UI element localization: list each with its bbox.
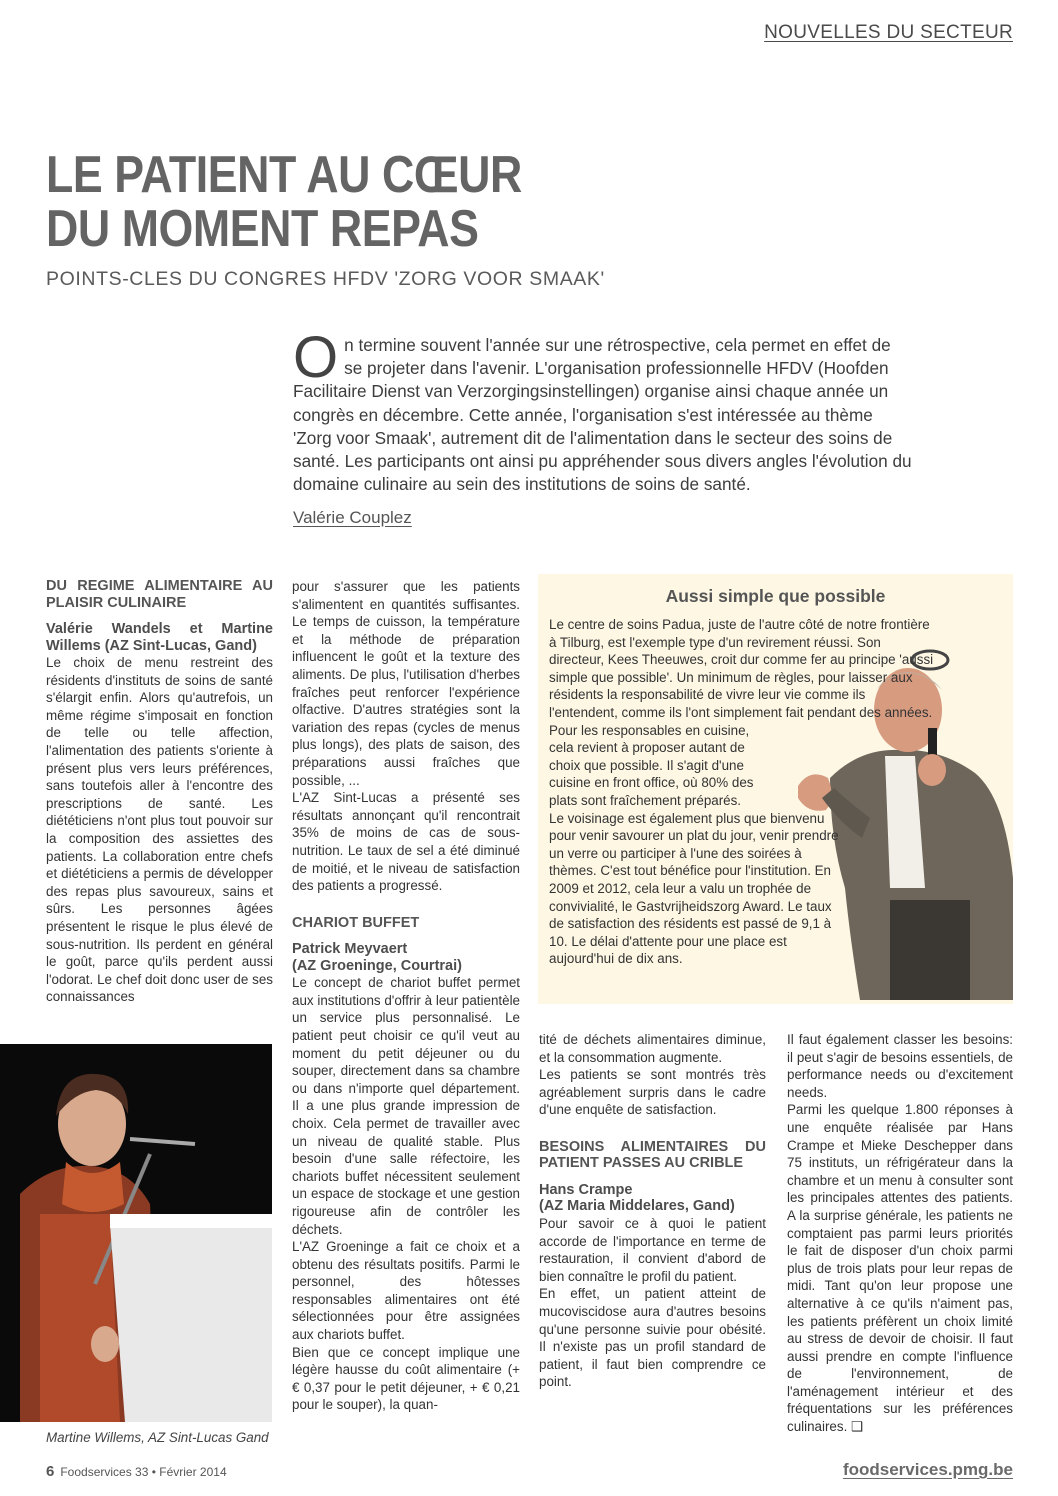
speaker-name-chariot: Patrick Meyvaert — [292, 941, 408, 958]
footer-issue-info — [46, 1463, 227, 1480]
body-paragraph: Pour savoir ce à quoi le patient accorde de l'importance en terme de restauration, il convient d'abord de bien connaître le profil du patient. — [539, 1215, 766, 1284]
article-subtitle: POINTS-CLES DU CONGRES HFDV 'ZORG VOOR SMAAK' — [46, 268, 605, 290]
body-paragraph: Bien que ce concept implique une légère hausse du coût alimentaire (+ € 0,37 pour le petit déjeuner, + € 0,21 pour le souper), la quan- — [292, 1344, 520, 1413]
body-paragraph: Il faut également classer les besoins: il peut s'agir de besoins essentiels, de performance needs ou d'excitement needs. — [787, 1032, 1013, 1100]
sidebar-paragraph: Pour les responsables en cuisine, cela revient à proposer autant de choix que possible. Il s'agit d'une cuisine en front office, où 80% des plats sont fraîchement préparés. — [549, 722, 754, 808]
sidebar-paragraph: Le voisinage est également plus que bienvenu pour venir savourer un plat du jour, venir prendre un verre ou participer à l'une des soirées à thèmes. C'est tout bénéfice pour l'institution. En 2009 et 2012, cela leur a valu un trophée de convivialité, le Gastvrijheidszorg Award. Le taux de satisfaction des résidents est passé de 9,1 à 10. Le délai d'attente pour une place est aujourd'hui de dix ans. — [549, 810, 839, 967]
issue-label: Foodservices 33 • Février 2014 — [60, 1465, 227, 1479]
intro-text: n termine souvent l'année sur une rétrospective, cela permet en effet de se projeter dans l'avenir. L'organisation professionnelle HFDV (Hoofden Facilitaire Dienst van Verzorgingsinstellingen) organise ainsi chaque année un congrès en décembre. Cette année, l'organisation s'est intéressée au thème 'Zorg voor Smaak', autrement dit de l'alimentation dans le secteur des soins de santé. Les participants ont ainsi pu appréhender sous divers angles l'évolution du domaine culinaire au sein des institutions de soins de santé. — [293, 335, 912, 495]
website-link[interactable]: foodservices.pmg.be — [842, 1460, 1013, 1479]
page-number: 6 — [46, 1463, 55, 1480]
section-heading-chariot: CHARIOT BUFFET — [292, 914, 420, 931]
sidebar-text — [549, 616, 934, 968]
intro-paragraph — [293, 325, 913, 496]
section-heading-regime: DU REGIME ALIMENTAIRE AU PLAISIR CULINAIRE — [46, 578, 273, 611]
section-speakers-regime: Valérie Wandels et Martine Willems (AZ Sint-Lucas, Gand) — [46, 621, 273, 654]
column-4 — [787, 1031, 1013, 1436]
sidebar-title: Aussi simple que possible — [665, 586, 886, 606]
column-2 — [292, 578, 520, 1414]
section-heading-besoins: BESOINS ALIMENTAIRES DU PATIENT PASSES AU CRIBLE — [539, 1138, 766, 1172]
speaker-org-chariot: (AZ Groeninge, Courtrai) — [292, 957, 462, 974]
sidebar-paragraph: Le centre de soins Padua, juste de l'autre côté de notre frontière à Tilburg, est l'exemple type d'un revirement réussi. Son directeur, Kees Theeuwes, croit dur comme fer au principe 'aussi simple que possible'. Un minimum de règles, pour laisser aux résidents la responsabilité de vivre leur vie comme ils l'entendent, comme ils l'ont simplement fait pendant des années. — [549, 617, 934, 720]
body-paragraph: tité de déchets alimentaires diminue, et la consommation augmente. — [539, 1032, 766, 1065]
body-text: Parmi les quelque 1.800 réponses à une enquête réalisée par Hans Crampe et Mieke Deschepper dans 75 instituts, un réfrigérateur dans la chambre et un menu à consulter sont les principales attentes des patients. A la surprise générale, les patients ne comptaient pas parmi leurs priorités le fait de disposer d'un choix parmi plus de trois plats pour leur repas de midi. Tant qu'on leur propose une alternative à ce qu'ils n'aiment pas, les patients préfèrent un choix limité au stress de devoir de choisir. Il faut aussi prendre en compte l'influence de l'environnement, de l'aménagement intérieur et des fréquentations sur les préférences culinaires. — [787, 1102, 1013, 1435]
body-paragraph: pour s'assurer que les patients s'alimentent en quantités suffisantes. Le temps de cuisson, la température et la méthode de préparation influencent le goût et la texture des aliments. De plus, l'utilisation d'herbes fraîches peut renforcer l'expérience olfactive. D'autres stratégies sont la variation des repas (cycles de menus plus longs), des plats de saison, des préparations aussi fraîches que possible, ... — [292, 579, 520, 788]
end-of-article-icon: ❑ — [851, 1419, 864, 1435]
photo-caption: Martine Willems, AZ Sint-Lucas Gand — [46, 1430, 269, 1445]
body-paragraph: En effet, un patient atteint de mucoviscidose aura d'autres besoins qu'une personne suivie pour obésité. Il n'existe pas un profil standard de patient, il faut bien comprendre ce point. — [539, 1286, 766, 1390]
section-tag: NOUVELLES DU SECTEUR — [764, 22, 1013, 43]
headline-line-1: LE PATIENT AU CŒUR — [46, 146, 522, 204]
body-paragraph: L'AZ Groeninge a fait ce choix et a obtenu des résultats positifs. Parmi le personnel, des hôtesses responsables alimentaires ont été sélectionnées pour être assignées aux chariots buffet. — [292, 1239, 520, 1343]
column-3 — [539, 1031, 766, 1391]
speaker-org-besoins: (AZ Maria Middelares, Gand) — [539, 1198, 735, 1215]
body-paragraph — [787, 1101, 1013, 1435]
headline-line-2: DU MOMENT REPAS — [46, 200, 479, 258]
column-1 — [46, 578, 273, 1006]
author-byline: Valérie Couplez — [293, 508, 412, 527]
body-paragraph: Le concept de chariot buffet permet aux institutions d'offrir à leur patientèle un service plus personnalisé. Le patient peut choisir ce qu'il veut au moment du petit déjeuner ou du souper, directement dans sa chambre ou dans n'importe quel département. Il a une plus grande impression de choix. Cela permet de travailler avec un niveau de qualité stable. Plus besoin d'une salle réfectoire, les chariots buffet nécessitent seulement un espace de stockage et une gestion rigoureuse afin de contrôler les déchets. — [292, 975, 520, 1237]
speaker-photo-martine-willems — [0, 1044, 272, 1422]
speaker-name-besoins: Hans Crampe — [539, 1181, 633, 1198]
body-paragraph: Le choix de menu restreint des résidents d'instituts de soins de santé s'élargit enfin. Alors qu'autrefois, un même régime s'imposait en fonction de telle ou telle affection, l'alimentation des patients s'oriente à présent plus vers leurs préférences, sans toutefois aller à l'encontre des prescriptions de santé. Les diététiciens n'ont plus tout pouvoir sur la composition des assiettes des patients. La collaboration entre chefs et diététiciens a permis de développer des repas plus savoureux, sains et sûrs. Les personnes âgées présentent le risque le plus élevé de sous-nutrition. Ils perdent en général le goût, parce qu'ils perdent aussi l'odorat. Le chef doit donc user de ses connaissances — [46, 655, 273, 1005]
body-paragraph: Les patients se sont montrés très agréablement surpris dans le cadre d'une enquête de satisfaction. — [539, 1067, 766, 1118]
body-paragraph: L'AZ Sint-Lucas a présenté ses résultats annonçant qu'il rencontrait 35% de moins de cas de sous-nutrition. Le taux de sel a été diminué de moitié, et le niveau de satisfaction des patients a progressé. — [292, 790, 520, 894]
drop-cap: O — [293, 325, 339, 390]
article-headline — [46, 148, 522, 256]
